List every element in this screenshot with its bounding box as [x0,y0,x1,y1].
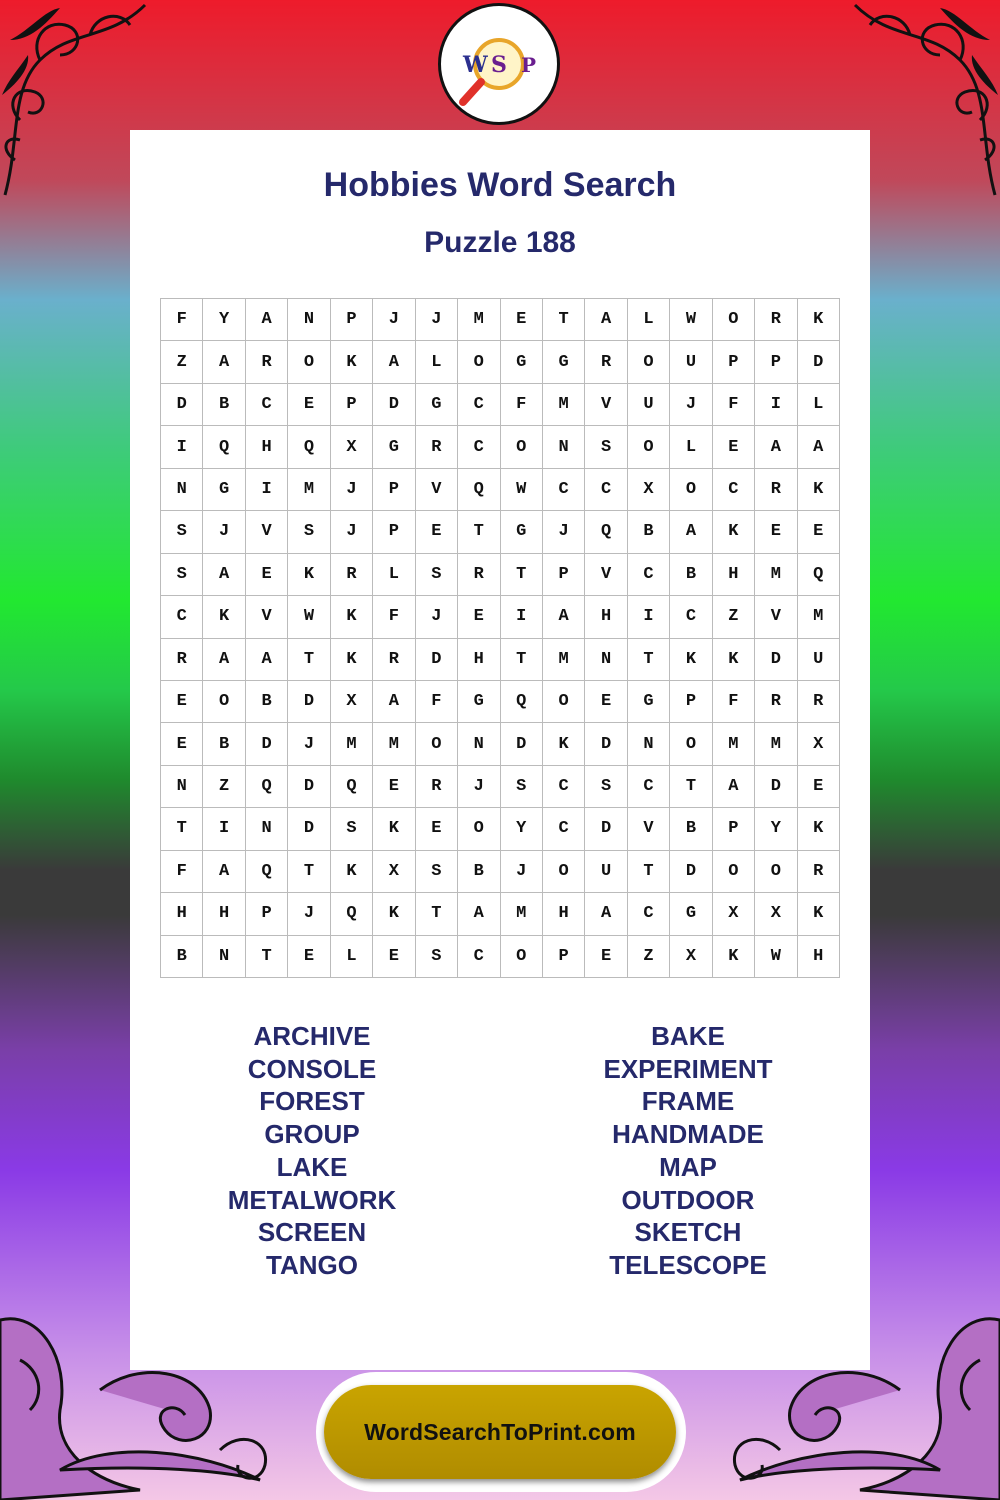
logo-letter-p: P [521,53,537,77]
grid-cell[interactable]: B [628,511,670,553]
grid-cell[interactable]: M [331,723,373,765]
grid-cell[interactable]: Y [203,299,245,341]
grid-cell[interactable]: J [458,766,500,808]
grid-cell[interactable]: W [755,936,797,978]
word-list-item: OUTDOOR [621,1184,755,1215]
grid-cell[interactable]: T [628,639,670,681]
grid-cell[interactable]: R [373,639,415,681]
grid-cell[interactable]: Z [628,936,670,978]
grid-cell[interactable]: G [501,341,543,383]
grid-cell[interactable]: B [246,681,288,723]
grid-cell[interactable]: K [670,639,712,681]
grid-cell[interactable]: O [501,936,543,978]
grid-cell[interactable]: E [416,808,458,850]
word-list-item: ARCHIVE [253,1021,371,1051]
grid-cell[interactable]: O [288,341,330,383]
grid-cell[interactable]: K [798,299,840,341]
grid-cell[interactable]: T [628,851,670,893]
grid-cell[interactable]: Y [755,808,797,850]
grid-cell[interactable]: K [331,596,373,638]
grid-cell[interactable]: L [628,299,670,341]
grid-cell[interactable]: M [458,299,500,341]
grid-cell[interactable]: M [288,469,330,511]
grid-cell[interactable]: E [798,766,840,808]
grid-cell[interactable]: O [458,808,500,850]
grid-cell[interactable]: V [246,511,288,553]
grid-cell[interactable]: P [331,384,373,426]
grid-cell[interactable]: K [331,341,373,383]
grid-cell[interactable]: R [755,299,797,341]
grid-cell[interactable]: G [543,341,585,383]
grid-cell[interactable]: C [458,936,500,978]
grid-cell[interactable]: L [373,554,415,596]
grid-cell[interactable]: J [416,299,458,341]
grid-cell[interactable]: E [585,681,627,723]
grid-cell[interactable]: D [161,384,203,426]
grid-cell[interactable]: D [585,723,627,765]
grid-cell[interactable]: R [246,341,288,383]
grid-cell[interactable]: H [798,936,840,978]
word-list-item: EXPERIMENT [603,1053,773,1084]
grid-cell[interactable]: O [543,851,585,893]
grid-cell[interactable]: E [798,511,840,553]
grid-cell[interactable]: G [501,511,543,553]
grid-cell[interactable]: G [373,426,415,468]
grid-cell[interactable]: P [543,554,585,596]
grid-cell[interactable]: S [288,511,330,553]
grid-cell[interactable]: H [458,639,500,681]
grid-cell[interactable]: B [203,723,245,765]
grid-cell[interactable]: T [161,808,203,850]
grid-cell[interactable]: G [458,681,500,723]
grid-cell[interactable]: S [331,808,373,850]
grid-cell[interactable]: D [755,766,797,808]
grid-cell[interactable]: D [288,808,330,850]
grid-cell[interactable]: R [416,766,458,808]
grid-cell[interactable]: N [543,426,585,468]
grid-cell[interactable]: E [501,299,543,341]
grid-cell[interactable]: M [798,596,840,638]
grid-cell[interactable]: T [670,766,712,808]
grid-cell[interactable]: J [203,511,245,553]
grid-cell[interactable]: C [161,596,203,638]
grid-cell[interactable]: M [713,723,755,765]
grid-cell[interactable]: A [373,681,415,723]
grid-cell[interactable]: I [628,596,670,638]
grid-cell[interactable]: I [246,469,288,511]
grid-cell[interactable]: T [458,511,500,553]
wsp-logo [438,3,560,125]
grid-cell[interactable]: K [798,469,840,511]
puzzle-title: Hobbies Word Search [323,166,677,204]
grid-cell[interactable]: E [288,936,330,978]
grid-cell[interactable]: C [585,469,627,511]
grid-cell[interactable]: N [585,639,627,681]
grid-cell[interactable]: S [585,426,627,468]
grid-cell[interactable]: D [585,808,627,850]
website-link-button[interactable]: WordSearchToPrint.com [324,1385,676,1479]
grid-cell[interactable]: B [670,554,712,596]
grid-cell[interactable]: M [755,554,797,596]
grid-cell[interactable]: F [416,681,458,723]
grid-cell[interactable]: O [628,426,670,468]
grid-cell[interactable]: D [246,723,288,765]
grid-cell[interactable]: A [798,426,840,468]
grid-cell[interactable]: F [161,851,203,893]
grid-cell[interactable]: J [288,723,330,765]
grid-cell[interactable]: S [585,766,627,808]
grid-cell[interactable]: Q [246,766,288,808]
grid-cell[interactable]: A [585,299,627,341]
grid-cell[interactable]: J [543,511,585,553]
word-list-item: METALWORK [227,1184,397,1215]
grid-cell[interactable]: R [755,681,797,723]
grid-cell[interactable]: N [161,766,203,808]
grid-cell[interactable]: R [416,426,458,468]
grid-cell[interactable]: Z [203,766,245,808]
grid-cell[interactable]: A [203,341,245,383]
grid-cell[interactable]: A [458,893,500,935]
grid-cell[interactable]: D [670,851,712,893]
grid-cell[interactable]: V [585,554,627,596]
grid-cell[interactable]: D [416,639,458,681]
grid-cell[interactable]: Q [585,511,627,553]
word-list-item: BAKE [651,1021,725,1051]
grid-cell[interactable]: O [628,341,670,383]
grid-cell[interactable]: O [713,299,755,341]
letter-grid [160,298,840,978]
grid-cell[interactable]: O [501,426,543,468]
grid-cell[interactable]: K [373,893,415,935]
grid-cell[interactable]: R [585,341,627,383]
grid-cell[interactable]: N [458,723,500,765]
grid-cell[interactable]: M [501,893,543,935]
grid-cell[interactable]: I [755,384,797,426]
grid-cell[interactable]: F [501,384,543,426]
grid-cell[interactable]: C [543,469,585,511]
grid-cell[interactable]: E [246,554,288,596]
grid-cell[interactable]: C [458,384,500,426]
grid-cell[interactable]: Q [458,469,500,511]
grid-cell[interactable]: O [670,469,712,511]
word-list-item: CONSOLE [247,1053,377,1084]
magnifier-handle-icon [463,82,481,102]
grid-cell[interactable]: X [331,681,373,723]
grid-cell[interactable]: R [798,851,840,893]
grid-cell[interactable]: O [203,681,245,723]
grid-cell[interactable]: K [713,639,755,681]
grid-cell[interactable]: E [288,384,330,426]
grid-cell[interactable]: A [670,511,712,553]
grid-cell[interactable]: E [373,766,415,808]
grid-cell[interactable]: C [628,766,670,808]
word-list-item: HANDMADE [612,1119,764,1150]
grid-cell[interactable]: F [373,596,415,638]
grid-cell[interactable]: L [798,384,840,426]
grid-cell[interactable]: T [288,639,330,681]
word-list-item: FOREST [259,1086,365,1117]
grid-cell[interactable]: L [331,936,373,978]
grid-cell[interactable]: U [798,639,840,681]
grid-cell[interactable]: K [331,851,373,893]
grid-cell[interactable]: O [713,851,755,893]
grid-cell[interactable]: E [755,511,797,553]
grid-cell[interactable]: I [161,426,203,468]
grid-cell[interactable]: X [628,469,670,511]
grid-cell[interactable]: Q [246,851,288,893]
grid-cell[interactable]: E [161,681,203,723]
grid-cell[interactable]: P [373,469,415,511]
grid-cell[interactable]: V [246,596,288,638]
grid-cell[interactable]: Q [288,426,330,468]
grid-cell[interactable]: J [331,511,373,553]
grid-cell[interactable]: K [373,808,415,850]
logo-letter-s: S [491,52,507,78]
grid-cell[interactable]: K [543,723,585,765]
grid-cell[interactable]: R [458,554,500,596]
grid-cell[interactable]: W [501,469,543,511]
grid-cell[interactable]: K [331,639,373,681]
grid-cell[interactable]: D [288,681,330,723]
grid-cell[interactable]: X [755,893,797,935]
grid-cell[interactable]: H [543,893,585,935]
grid-cell[interactable]: A [755,426,797,468]
grid-cell[interactable]: E [161,723,203,765]
grid-cell[interactable]: R [798,681,840,723]
grid-cell[interactable]: E [373,936,415,978]
grid-cell[interactable]: O [670,723,712,765]
grid-cell[interactable]: Q [203,426,245,468]
grid-cell[interactable]: U [585,851,627,893]
grid-cell[interactable]: A [585,893,627,935]
grid-cell[interactable]: N [288,299,330,341]
grid-cell[interactable]: E [416,511,458,553]
grid-cell[interactable]: S [501,766,543,808]
grid-cell[interactable]: S [416,554,458,596]
grid-cell[interactable]: I [203,808,245,850]
grid-cell[interactable]: E [458,596,500,638]
grid-cell[interactable]: B [203,384,245,426]
grid-cell[interactable]: O [755,851,797,893]
grid-cell[interactable]: W [288,596,330,638]
word-list-item: TANGO [266,1249,358,1280]
grid-cell[interactable]: K [713,936,755,978]
grid-cell[interactable]: P [670,681,712,723]
grid-cell[interactable]: T [501,554,543,596]
grid-cell[interactable]: S [416,851,458,893]
grid-cell[interactable]: P [373,511,415,553]
grid-cell[interactable]: D [798,341,840,383]
grid-cell[interactable]: Q [501,681,543,723]
grid-cell[interactable]: G [628,681,670,723]
grid-cell[interactable]: M [543,384,585,426]
grid-cell[interactable]: V [628,808,670,850]
word-list-item: MAP [659,1151,717,1182]
word-list-item: GROUP [264,1119,360,1150]
grid-cell[interactable]: W [670,299,712,341]
grid-cell[interactable]: K [713,511,755,553]
grid-cell[interactable]: H [161,893,203,935]
grid-cell[interactable]: O [543,681,585,723]
grid-cell[interactable]: J [416,596,458,638]
grid-cell[interactable]: P [543,936,585,978]
grid-cell[interactable]: C [543,808,585,850]
grid-cell[interactable]: C [670,596,712,638]
grid-cell[interactable]: J [288,893,330,935]
grid-cell[interactable]: C [458,426,500,468]
grid-cell[interactable]: J [331,469,373,511]
grid-cell[interactable]: F [161,299,203,341]
word-list-item: LAKE [276,1151,348,1182]
grid-cell[interactable]: T [543,299,585,341]
grid-cell[interactable]: M [543,639,585,681]
grid-cell[interactable]: D [373,384,415,426]
grid-cell[interactable]: N [246,808,288,850]
grid-cell[interactable]: A [203,639,245,681]
grid-cell[interactable]: Y [501,808,543,850]
grid-cell[interactable]: S [416,936,458,978]
grid-cell[interactable]: M [373,723,415,765]
grid-cell[interactable]: T [246,936,288,978]
grid-cell[interactable]: P [755,341,797,383]
grid-cell[interactable]: A [246,299,288,341]
grid-cell[interactable]: A [203,851,245,893]
grid-cell[interactable]: A [203,554,245,596]
grid-cell[interactable]: K [798,808,840,850]
grid-cell[interactable]: N [161,469,203,511]
grid-cell[interactable]: N [203,936,245,978]
grid-cell[interactable]: P [331,299,373,341]
grid-cell[interactable]: X [798,723,840,765]
grid-cell[interactable]: D [755,639,797,681]
grid-cell[interactable]: C [628,893,670,935]
grid-cell[interactable]: Q [331,766,373,808]
grid-cell[interactable]: D [501,723,543,765]
grid-cell[interactable]: U [670,341,712,383]
grid-cell[interactable]: C [713,469,755,511]
grid-cell[interactable]: B [161,936,203,978]
word-list-item: SKETCH [634,1217,742,1248]
grid-cell[interactable]: A [713,766,755,808]
grid-cell[interactable]: X [373,851,415,893]
grid-cell[interactable]: Z [161,341,203,383]
word-list-item: FRAME [641,1086,735,1117]
grid-cell[interactable]: X [331,426,373,468]
grid-cell[interactable]: R [755,469,797,511]
grid-cell[interactable]: H [585,596,627,638]
grid-cell[interactable]: I [501,596,543,638]
grid-cell[interactable]: Q [798,554,840,596]
grid-cell[interactable]: C [543,766,585,808]
grid-cell[interactable]: H [203,893,245,935]
puzzle-number: Puzzle 188 [424,226,576,259]
grid-cell[interactable]: L [416,341,458,383]
grid-cell[interactable]: B [458,851,500,893]
grid-cell[interactable]: F [713,681,755,723]
grid-cell[interactable]: V [585,384,627,426]
grid-cell[interactable]: J [373,299,415,341]
grid-cell[interactable]: T [501,639,543,681]
grid-cell[interactable]: R [161,639,203,681]
grid-cell[interactable]: S [161,554,203,596]
word-list-item: TELESCOPE [609,1249,767,1280]
word-list-left [162,1020,462,1282]
grid-cell[interactable]: G [416,384,458,426]
grid-cell[interactable]: H [246,426,288,468]
grid-cell[interactable]: X [670,936,712,978]
grid-cell[interactable]: G [670,893,712,935]
grid-cell[interactable]: K [798,893,840,935]
grid-cell[interactable]: P [713,341,755,383]
grid-cell[interactable]: P [246,893,288,935]
grid-cell[interactable]: S [161,511,203,553]
grid-cell[interactable]: L [670,426,712,468]
grid-cell[interactable]: O [458,341,500,383]
grid-cell[interactable]: E [585,936,627,978]
grid-cell[interactable]: Z [713,596,755,638]
grid-cell[interactable]: P [713,808,755,850]
grid-cell[interactable]: U [628,384,670,426]
grid-cell[interactable]: G [203,469,245,511]
grid-cell[interactable]: K [203,596,245,638]
grid-cell[interactable]: F [713,384,755,426]
grid-cell[interactable]: D [288,766,330,808]
grid-cell[interactable]: T [416,893,458,935]
word-list-item: SCREEN [257,1217,367,1248]
grid-cell[interactable]: N [628,723,670,765]
grid-cell[interactable]: V [755,596,797,638]
grid-cell[interactable]: R [331,554,373,596]
grid-cell[interactable]: C [246,384,288,426]
word-list-right [538,1020,838,1282]
grid-cell[interactable]: A [246,639,288,681]
grid-cell[interactable]: B [670,808,712,850]
grid-cell[interactable]: H [713,554,755,596]
grid-cell[interactable]: O [416,723,458,765]
grid-cell[interactable]: C [628,554,670,596]
grid-cell[interactable]: T [288,851,330,893]
grid-cell[interactable]: X [713,893,755,935]
grid-cell[interactable]: K [288,554,330,596]
grid-cell[interactable]: M [755,723,797,765]
logo-letter-w: W [463,52,488,78]
grid-cell[interactable]: J [670,384,712,426]
grid-cell[interactable]: E [713,426,755,468]
grid-cell[interactable]: A [543,596,585,638]
grid-cell[interactable]: Q [331,893,373,935]
grid-cell[interactable]: J [501,851,543,893]
grid-cell[interactable]: V [416,469,458,511]
grid-cell[interactable]: A [373,341,415,383]
